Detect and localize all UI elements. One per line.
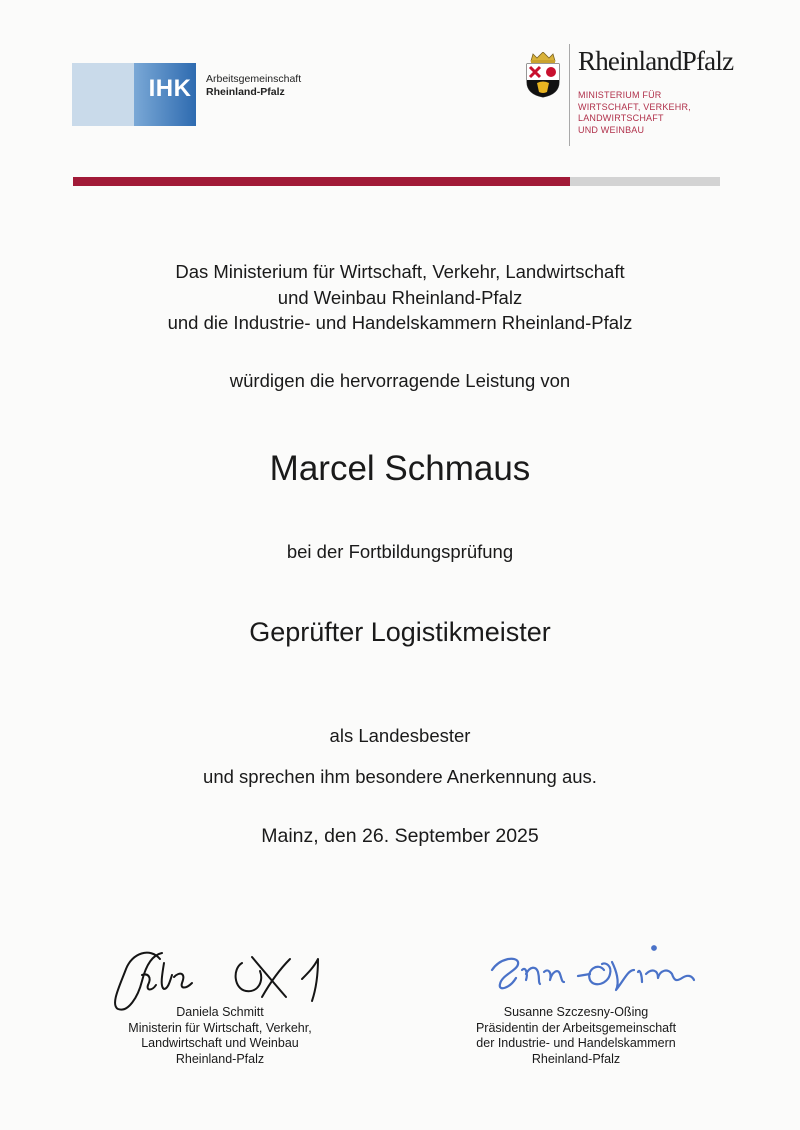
intro-line: Das Ministerium für Wirtschaft, Verkehr, Landwirtschaft [175,261,625,282]
qualification-title: Geprüfter Logistikmeister [249,617,551,647]
place-date: Mainz, den 26. September 2025 [261,825,539,847]
ihk-logo-text: IHK [148,75,192,102]
ihk-caption [206,73,301,99]
rlp-ministry-line: UND WEINBAU [578,124,645,135]
rlp-ministry-line: MINISTERIUM FÜR [578,90,662,100]
distinction-line: und sprechen ihm besondere Anerkennung aus. [203,766,597,787]
signatory-right [451,1005,701,1067]
intro-line: und Weinbau Rheinland-Pfalz [277,286,523,308]
signatory-title-line: Rheinland-Pfalz [531,1051,621,1066]
intro-line: und die Industrie- und Handelskammern Rheinland-Pfalz [167,312,633,333]
ihk-caption-line1: Arbeitsgemeinschaft [206,73,302,85]
signatory-title-line: Landwirtschaft und Weinbau [141,1036,299,1050]
rlp-logo-rule [569,44,570,146]
signatory-name: Daniela Schmitt [176,1005,264,1019]
signatory-name: Susanne Szczesny-Oßing [503,1005,649,1019]
recipient-name: Marcel Schmaus [269,449,531,488]
signatory-left [95,1005,345,1067]
certificate-lead: würdigen die hervorragende Leistung von [229,370,571,391]
header-divider-red [73,177,570,186]
rlp-coat-of-arms-icon [525,52,561,98]
distinction-line: als Landesbester [329,725,471,746]
header-divider-grey [570,177,720,186]
rlp-wordmark: RheinlandPfalz [578,46,734,76]
distinction-text [0,715,800,797]
signatory-title-line: Präsidentin der Arbeitsgemeinschaft [475,1020,677,1035]
certificate-intro [0,259,800,336]
signature-right-handwriting [486,940,701,1000]
rlp-ministry-name [578,90,691,136]
ihk-caption-line2: Rheinland-Pfalz [206,86,285,98]
exam-intro: bei der Fortbildungsprüfung [286,541,514,562]
signatory-title-line: Ministerin für Wirtschaft, Verkehr, [128,1020,312,1035]
signatory-title-line: der Industrie- und Handelskammern [476,1036,676,1050]
signatory-title-line: Rheinland-Pfalz [175,1051,265,1066]
rlp-ministry-line: LANDWIRTSCHAFT [578,113,664,123]
rlp-ministry-line: WIRTSCHAFT, VERKEHR, [578,101,691,112]
